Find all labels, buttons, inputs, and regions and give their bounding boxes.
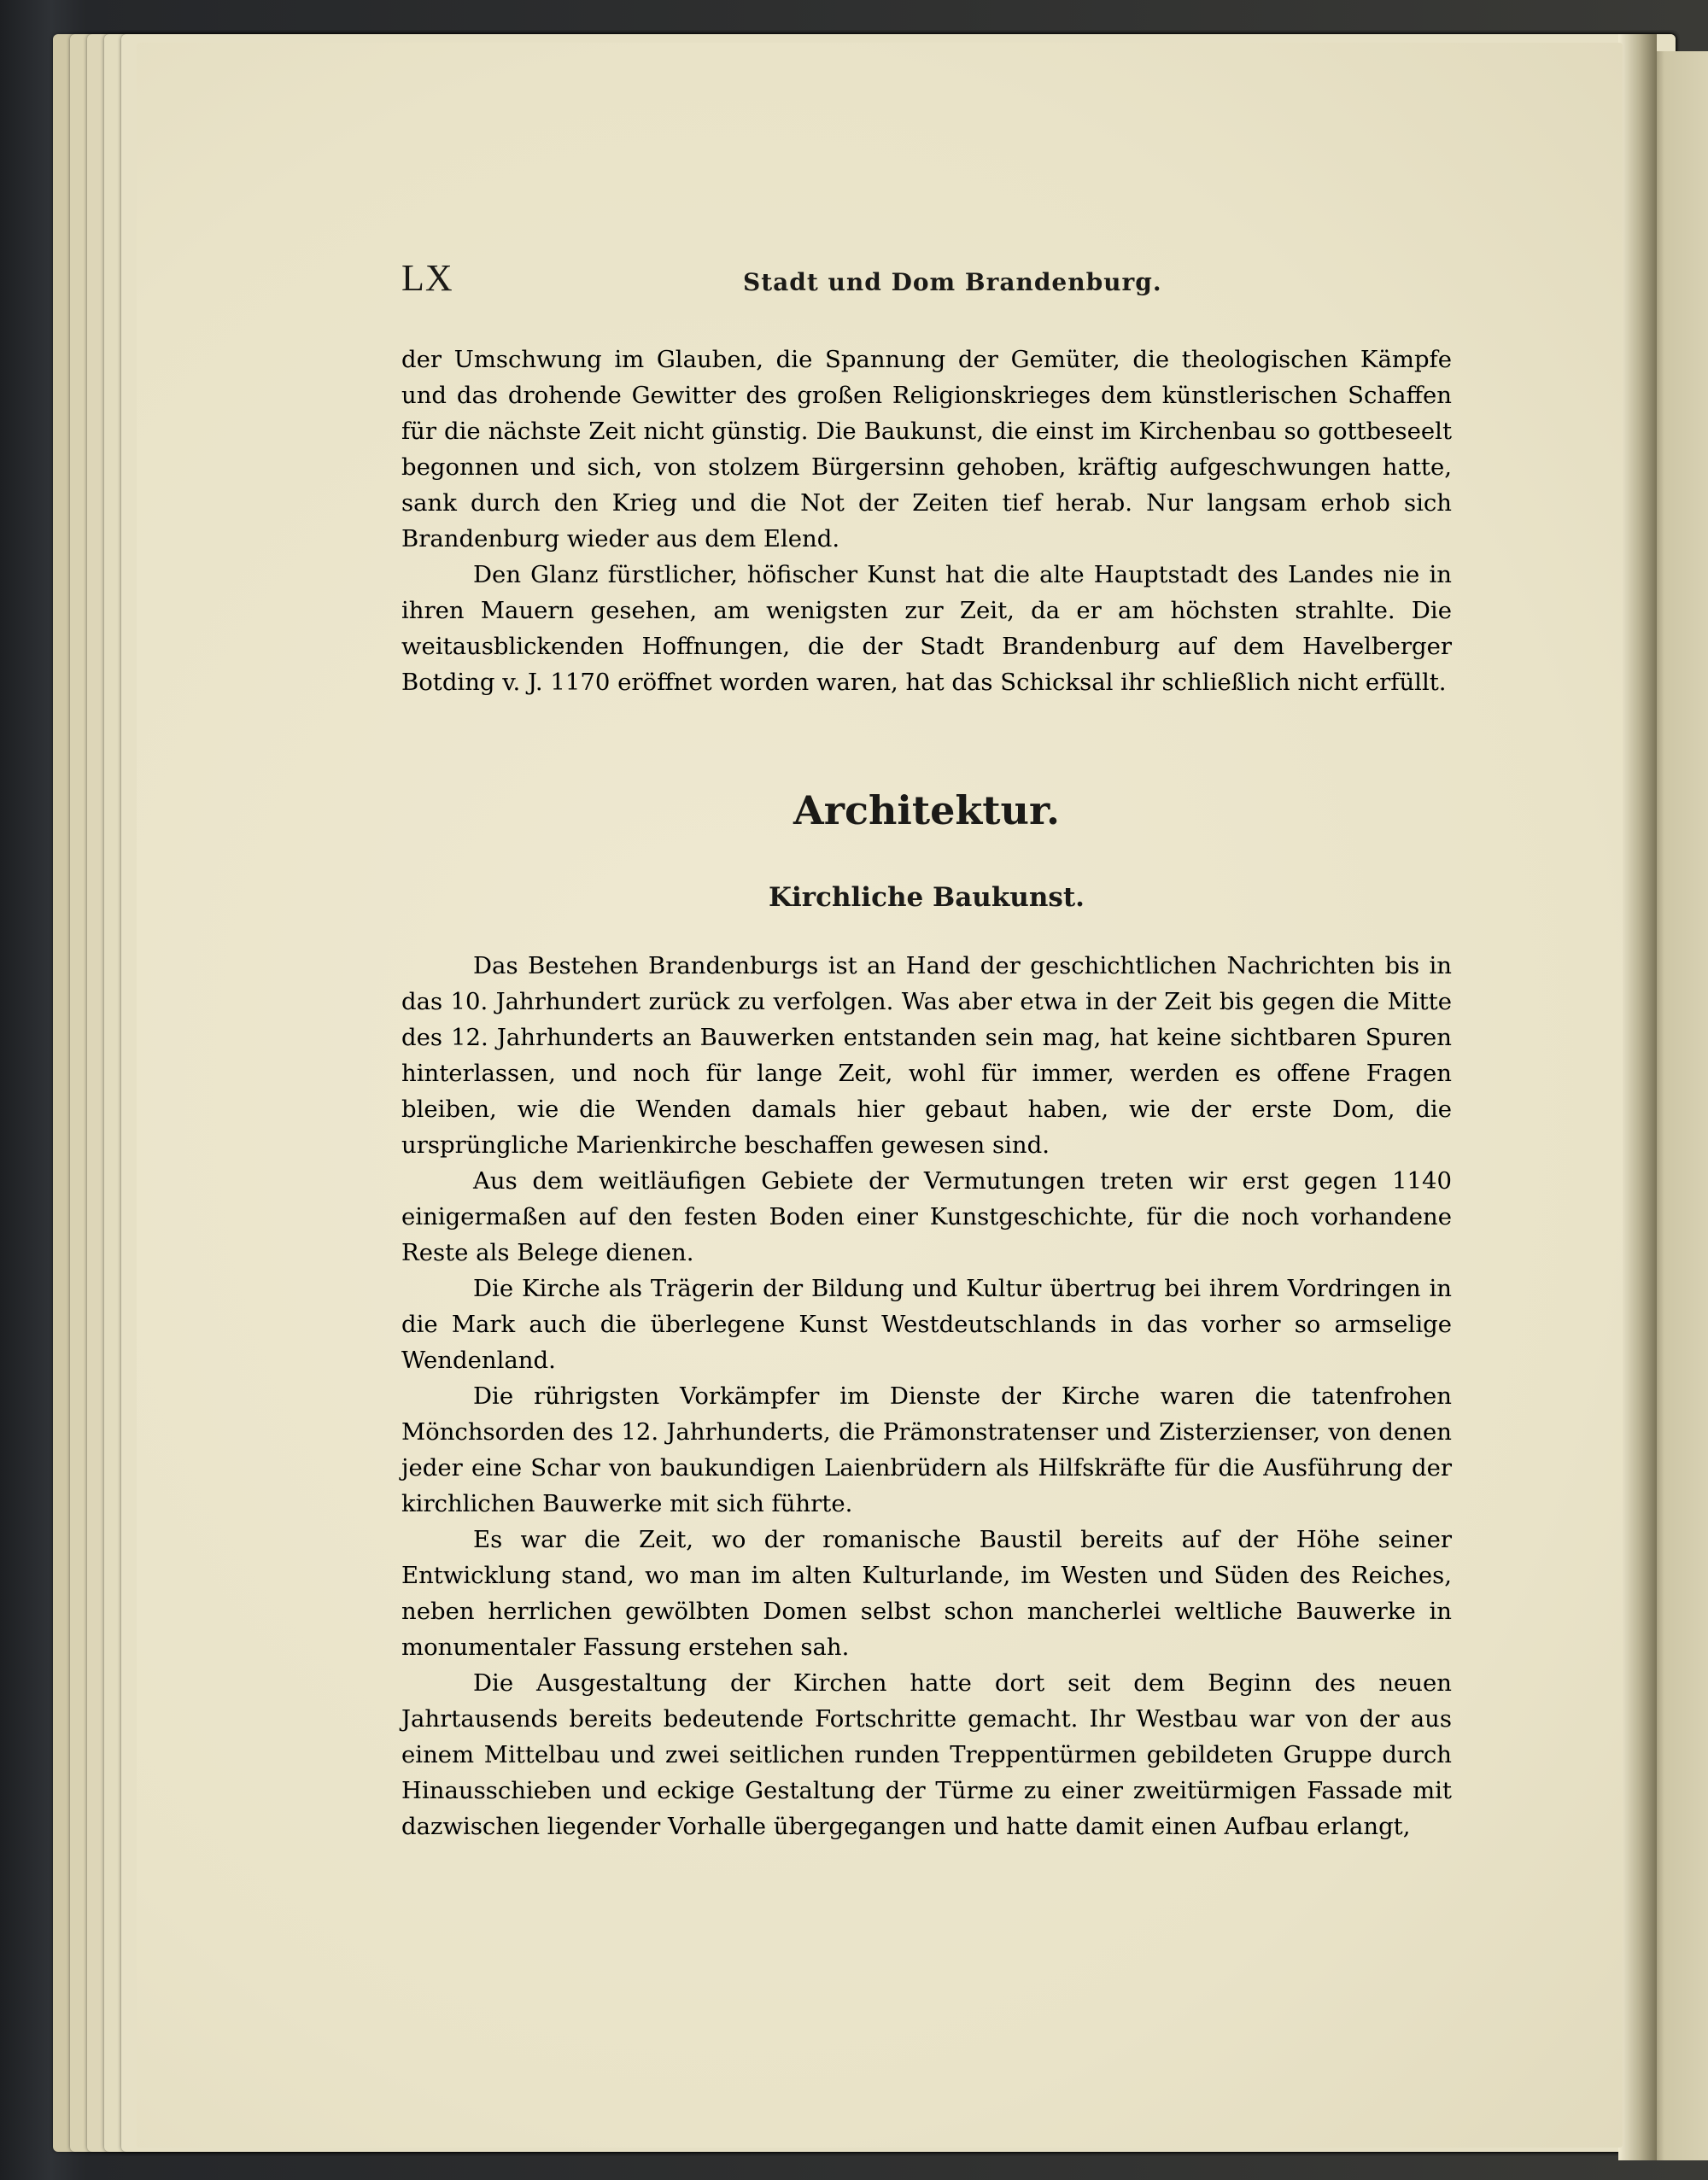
paragraph: Aus dem weitläufigen Gebiete der Vermutungen treten wir erst gegen 1140 einigermaßen auf den festen Boden einer Kunstgeschichte, für die noch vorhandene Reste als Belege dienen. xyxy=(401,1167,1452,1266)
paragraph: Die Ausgestaltung der Kirchen hatte dort seit dem Beginn des neuen Jahrtausends bereits bedeutende Fortschritte gemacht. Ihr Westbau war von der aus einem Mittelbau und zwei seitlichen runden Treppentürmen gebildeten Gruppe durch Hinausschieben und eckige Gestaltung der Türme zu einer zweitürmigen Fassade mit dazwischen liegender Vorhalle übergegangen und hatte damit einen Aufbau erlangt, xyxy=(401,1669,1452,1840)
facing-page xyxy=(1650,51,1708,2160)
intro-text xyxy=(401,342,1452,700)
paragraph: Das Bestehen Brandenburgs ist an Hand der geschichtlichen Nachrichten bis in das 10. Jahrhundert zurück zu verfolgen. Was aber etwa in der Zeit bis gegen die Mitte des 12. Jahrhunderts an Bauwerken entstanden sein mag, hat keine sichtbaren Spuren hinterlassen, und noch für lange Zeit, wohl für immer, werden es offene Fragen bleiben, wie die Wenden damals hier gebaut haben, wie der erste Dom, die ursprüngliche Marienkirche beschaffen gewesen sind. xyxy=(401,952,1452,1159)
book-gutter xyxy=(1618,34,1657,2160)
paragraph: Die Kirche als Trägerin der Bildung und Kultur übertrug bei ihrem Vordringen in die Mark auch die überlegene Kunst Westdeutschlands in das vorher so armselige Wendenland. xyxy=(401,1275,1452,1374)
paragraph: Die rührigsten Vorkämpfer im Dienste der Kirche waren die tatenfrohen Mönchsorden des 12. Jahrhunderts, die Prämonstratenser und Zisterzienser, von denen jeder eine Schar von baukundigen Laienbrüdern als Hilfskräfte für die Ausführung der kirchlichen Bauwerke mit sich führte. xyxy=(401,1382,1452,1517)
paragraph: der Umschwung im Glauben, die Spannung der Gemüter, die theologischen Kämpfe und das drohende Gewitter des großen Religionskrieges dem künstlerischen Schaffen für die nächste Zeit nicht günstig. Die Baukunst, die einst im Kirchenbau so gottbeseelt begonnen und sich, von stolzem Bürgersinn gehoben, kräftig aufgeschwungen hatte, sank durch den Krieg und die Not der Zeiten tief herab. Nur langsam erhob sich Brandenburg wieder aus dem Elend. xyxy=(401,346,1452,552)
section-title: Architektur. xyxy=(793,787,1060,833)
paragraph: Es war die Zeit, wo der romanische Baustil bereits auf der Höhe seiner Entwicklung stand, wo man im alten Kulturlande, im Westen und Süden des Reiches, neben herrlichen gewölbten Domen selbst schon mancherlei weltliche Bauwerke in monumentaler Fassung erstehen sah. xyxy=(401,1526,1452,1661)
section-subtitle: Kirchliche Baukunst. xyxy=(769,882,1085,913)
paragraph: Den Glanz fürstlicher, höfischer Kunst hat die alte Hauptstadt des Landes nie in ihren Mauern gesehen, am wenigsten zur Zeit, da er am höchsten strahlte. Die weitausblickenden Hoffnungen, die der Stadt Brandenburg auf dem Havelberger Botding v. J. 1170 eröffnet worden waren, hat das Schicksal ihr schließlich nicht erfüllt. xyxy=(401,561,1452,696)
running-title: Stadt und Dom Brandenburg. xyxy=(743,268,1162,296)
page-header xyxy=(401,256,1452,307)
body-text xyxy=(401,948,1452,1844)
page-number: LX xyxy=(401,257,453,299)
